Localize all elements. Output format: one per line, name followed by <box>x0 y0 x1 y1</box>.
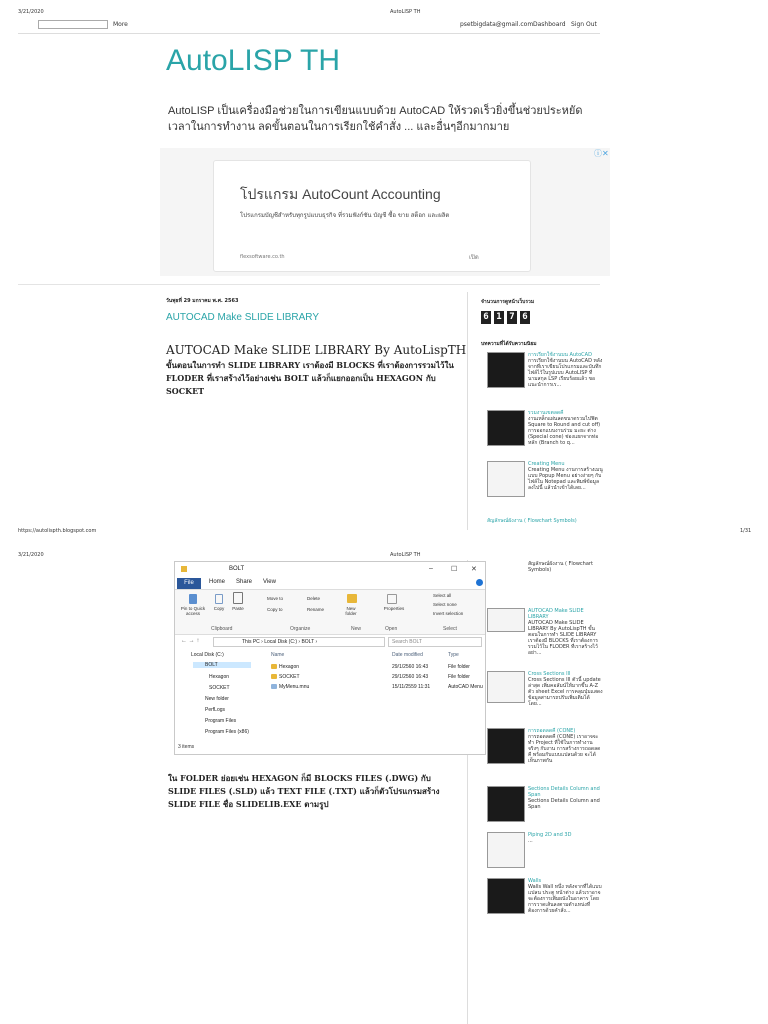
print-date: 3/21/2020 <box>18 9 44 15</box>
popular-post-item[interactable] <box>487 728 603 778</box>
rename-button: Rename <box>307 607 325 612</box>
counter-digit: 6 <box>481 311 491 324</box>
copy-icon <box>215 594 223 604</box>
popular-post-snippet: การเรียกใช้งานบน AutoCAD หลังจากที่เราเขียนโปรแกรมและบันทึกไฟล์ไว้ในรูปแบบ AutoLISP ที่นามสกุล LSP เรียบร้อยแล้ว ขอแนะนำการเร... <box>528 358 603 388</box>
tab-file: File <box>177 578 201 589</box>
post-heading: AUTOCAD Make SLIDE LIBRARY By AutoLispTH <box>166 343 467 357</box>
section-divider <box>18 284 600 285</box>
ribbon-group-organize: Organize <box>290 626 311 632</box>
counter-digit: 1 <box>494 311 504 324</box>
popular-post-item[interactable] <box>487 410 603 456</box>
popular-post-title[interactable]: สัญลักษณ์ผังงาน ( Flowchart Symbols) <box>528 561 593 573</box>
nav-program-files-x86: Program Files (x86) <box>205 729 249 735</box>
popular-post-snippet: งานเหล็กแผ่นลดขนาดรวมไปฟิต Square to Round and cut off) การออกแบบงานร่วม มะยะ ต่าง (Special cone) ช่องแยกจากท่อหลัก (Branch to q... <box>528 416 601 446</box>
popular-post-title[interactable]: การถอดลดคี (CONE) <box>528 728 576 734</box>
counter-digit: 6 <box>520 311 530 324</box>
paste-button: Paste <box>232 606 244 611</box>
explorer-status-bar: 3 items <box>178 744 195 750</box>
popular-post-snippet: Creating Menu งานการสร้างเมนูแบบ Popup Menu อย่างง่ายๆ กับไฟล์ใน Notepad และพิมพ์ข้อมูลลงไปนี้ แล้วนำเข้าได้เลย... <box>528 467 603 491</box>
popular-post-title[interactable]: การเรียกใช้งานบน AutoCAD <box>528 352 592 358</box>
sidebar-divider <box>467 292 468 530</box>
tab-view: View <box>263 579 276 585</box>
address-box <box>213 637 385 647</box>
back-forward-icon: ← → ↑ <box>181 638 200 644</box>
print-date: 3/21/2020 <box>18 552 44 558</box>
file-type: File folder <box>448 664 470 670</box>
minimize-icon: – <box>429 565 433 572</box>
post-thumbnail[interactable] <box>487 461 525 497</box>
nav-hexagon: Hexagon <box>209 674 230 680</box>
folder-icon <box>271 674 277 679</box>
flowchart-link[interactable]: สัญลักษณ์ผังงาน ( Flowchart Symbols) <box>487 518 577 524</box>
file-date: 15/11/2559 11:31 <box>392 684 431 690</box>
popular-post-snippet: AUTOCAD Make SLIDE LIBRARY By AutoLispTH ขั้นตอนในการทำ SLIDE LIBRARY เราต้องมี BLOCKS ที่เราต้องการรวมไว้ใน FLODER ที่เราสร้างไว้อย่า... <box>528 620 598 656</box>
navbar-divider <box>18 33 600 34</box>
navigation-pane <box>175 650 261 744</box>
menu-file-icon <box>271 684 277 689</box>
popular-post-snippet: การถอดลดคี (CONE) เราอาจจะทำ Project ที่ใช้ในการทำงานจริงๆ กับงาน การสร้างการถอดลดคี พร้อมกับแบบแปลนด้วย จะได้เห็นภาพกัน <box>528 734 601 764</box>
folder-icon <box>181 566 187 572</box>
popular-post-item[interactable] <box>487 461 603 513</box>
ribbon-group-open: Open <box>385 626 398 632</box>
popular-post-snippet: ... <box>528 838 533 844</box>
column-type: Type <box>448 652 459 658</box>
nav-local-disk: Local Disk (C:) <box>191 652 224 658</box>
select-none-button: Select none <box>433 602 457 607</box>
print-doc-title: AutoLISP TH <box>390 552 421 558</box>
help-icon <box>476 579 483 586</box>
file-name: SOCKET <box>279 674 300 680</box>
file-name: MyMenu.mnu <box>279 684 310 690</box>
post-thumbnail[interactable] <box>487 410 525 446</box>
file-date: 29/1/2560 16:43 <box>392 664 429 670</box>
post-thumbnail[interactable] <box>487 608 525 632</box>
popular-post-item[interactable] <box>487 878 603 928</box>
popular-post-title[interactable]: Creating Menu <box>528 461 565 467</box>
file-name: Hexagon <box>279 664 300 670</box>
ribbon-group-new: New <box>351 626 362 632</box>
file-row <box>271 674 300 680</box>
copy-to-button: Copy to <box>267 607 283 612</box>
print-doc-title: AutoLISP TH <box>390 9 421 15</box>
popular-post-item[interactable] <box>487 561 603 603</box>
post-thumbnail[interactable] <box>487 671 525 703</box>
file-explorer-screenshot <box>174 561 486 755</box>
print-page-number: 1/31 <box>740 528 752 534</box>
column-name: Name <box>271 652 285 658</box>
nav-new-folder: New folder <box>205 696 229 702</box>
popular-post-item[interactable] <box>487 832 603 872</box>
maximize-icon: ☐ <box>451 566 458 573</box>
blog-description: AutoLISP เป็นเครื่องมือช่วยในการเขียนแบบด้วย AutoCAD ให้รวดเร็วยิ่งขึ้นช่วยประหยัดเวลาในการทำงาน ลดขั้นตอนในการเรียกใช้คำสั่ง ... และอื่นๆอีกมากมาย <box>168 105 583 133</box>
post-thumbnail[interactable] <box>487 352 525 388</box>
popular-post-snippet: Sections Details Column and Span <box>528 798 600 810</box>
file-type: AutoCAD Menu <box>448 684 483 690</box>
popular-post-title[interactable]: รวมงานเขตลดคี <box>528 410 564 416</box>
popular-post-title[interactable]: Sections Details Column and Span <box>528 786 600 798</box>
file-row <box>271 664 299 670</box>
properties-icon <box>387 594 397 604</box>
pin-icon <box>189 594 197 604</box>
new-folder-icon <box>347 594 357 603</box>
close-icon: ✕ <box>471 566 477 573</box>
popular-post-title[interactable]: Piping 2D and 3D <box>528 832 572 838</box>
new-folder-button: New folder <box>345 606 357 616</box>
nav-bolt: BOLT <box>193 662 251 668</box>
tab-home: Home <box>209 579 226 585</box>
nav-program-files: Program Files <box>205 718 237 724</box>
popular-post-title[interactable]: Walls <box>528 878 542 884</box>
sign-out-link[interactable]: Sign Out <box>571 21 597 28</box>
post-thumbnail[interactable] <box>487 786 525 822</box>
properties-button: Properties <box>383 606 405 611</box>
folder-icon <box>271 664 277 669</box>
copy-button: Copy <box>213 606 225 611</box>
navbar-search-input[interactable] <box>38 20 108 29</box>
post-thumbnail[interactable] <box>487 878 525 914</box>
post-thumbnail[interactable] <box>487 728 525 764</box>
counter-digit: 7 <box>507 311 517 324</box>
column-date-modified: Date modified <box>392 652 423 658</box>
tab-share: Share <box>236 579 253 585</box>
popular-post-item[interactable] <box>487 786 603 826</box>
address-bar <box>175 636 485 648</box>
ad-title[interactable]: โปรแกรม AutoCount Accounting <box>240 186 441 202</box>
ad-domain: flexsoftware.co.th <box>240 254 285 260</box>
popular-posts-title: บทความที่ได้รับความนิยม <box>481 341 537 347</box>
ad-subtitle: โปรแกรมบัญชีสำหรับทุกรูปแบบธุรกิจ ที่รวมฟังก์ชัน บัญชี ซื้อ ขาย สต็อก และผลิต <box>240 212 450 219</box>
blog-title[interactable]: AutoLISP TH <box>166 44 340 77</box>
popular-post-item[interactable] <box>487 671 603 723</box>
post-paragraph-2: ใน FOLDER ย่อยเช่น HEXAGON ก็มี BLOCKS FILES (.DWG) กับ SLIDE FILES (.SLD) แล้ว TEXT FILE (.TXT) แล้วก็ตัวโปรแกรมสร้าง SLIDE FILE ชื่อ SLIDELIB.EXE ตามรูป <box>168 773 440 809</box>
print-url: https://autolispth.blogspot.com <box>18 528 97 534</box>
popular-post-item[interactable] <box>487 608 603 663</box>
ribbon-group-clipboard: Clipboard <box>211 626 233 632</box>
file-date: 29/1/2560 16:43 <box>392 674 429 680</box>
navbar-more-link[interactable]: More <box>113 21 128 28</box>
navbar-email: psetbigdata@gmail.com <box>460 21 534 28</box>
file-row <box>271 684 309 690</box>
popular-post-title[interactable]: AUTOCAD Make SLIDE LIBRARY <box>528 608 584 620</box>
pageview-counter-title: จำนวนการดูหน้าเว็บรวม <box>481 299 535 305</box>
address-path: This PC › Local Disk (C:) › BOLT › <box>242 639 318 645</box>
ribbon-tabs <box>175 578 485 589</box>
explorer-search-box: Search BOLT <box>388 637 482 647</box>
file-type: File folder <box>448 674 470 680</box>
move-to-button: Move to <box>267 596 284 601</box>
explorer-titlebar <box>175 562 485 578</box>
popular-post-title[interactable]: Cross Sections III <box>528 671 571 677</box>
select-all-button: Select all <box>433 593 452 598</box>
ribbon-group-select: Select <box>443 626 457 632</box>
paste-icon <box>233 592 243 604</box>
popular-post-snippet: Cross Sections III ตัวนี้ update ล่าสุด เพิ่มคอลัมน์ให้มากขึ้น A-Z ตัว sheet Excel การคลุมปุ่มแสดงข้อมูลสามารถปรับเพิ่มเติมได้โดย... <box>528 677 603 707</box>
pageview-counter <box>481 311 530 324</box>
post-title-link[interactable]: AUTOCAD Make SLIDE LIBRARY <box>166 312 320 323</box>
nav-socket: SOCKET <box>209 685 230 691</box>
ad-close-icon[interactable]: ⓘ✕ <box>594 149 609 158</box>
explorer-window-title: BOLT <box>229 566 245 572</box>
pin-button: Pin to Quick access <box>180 606 206 616</box>
ad-open-button[interactable]: เปิด <box>469 254 479 261</box>
post-thumbnail[interactable] <box>487 832 525 868</box>
nav-perflogs: PerfLogs <box>205 707 226 713</box>
post-paragraph-1: ขั้นตอนในการทำ SLIDE LIBRARY เราต้องมี BLOCKS ที่เราต้องการรวมไว้ใน FLODER ที่เราสร้างไว้อย่างเช่น BOLT แล้วก็แยกออกเป็น HEXAGON กับ SOCKET <box>166 360 454 396</box>
popular-post-item[interactable] <box>487 352 603 408</box>
post-date: วันพุธที่ 29 มกราคม พ.ศ. 2563 <box>166 298 239 304</box>
delete-button: Delete <box>307 596 321 601</box>
file-list <box>265 650 485 744</box>
popular-post-snippet: Walls Wall หนึ่ง หลังจากที่ได้แบบแปลน ประตู หน้าต่าง แล้วเราอาจจะต้องการเพิ่มผนังในอาคาร โดยการวาดเส้นลงตามตำแหน่งที่ต้องการด้วยคำสั่ง... <box>528 884 602 914</box>
explorer-ribbon <box>175 589 485 635</box>
invert-selection-button: Invert selection <box>433 611 464 616</box>
dashboard-link[interactable]: Dashboard <box>533 21 566 28</box>
